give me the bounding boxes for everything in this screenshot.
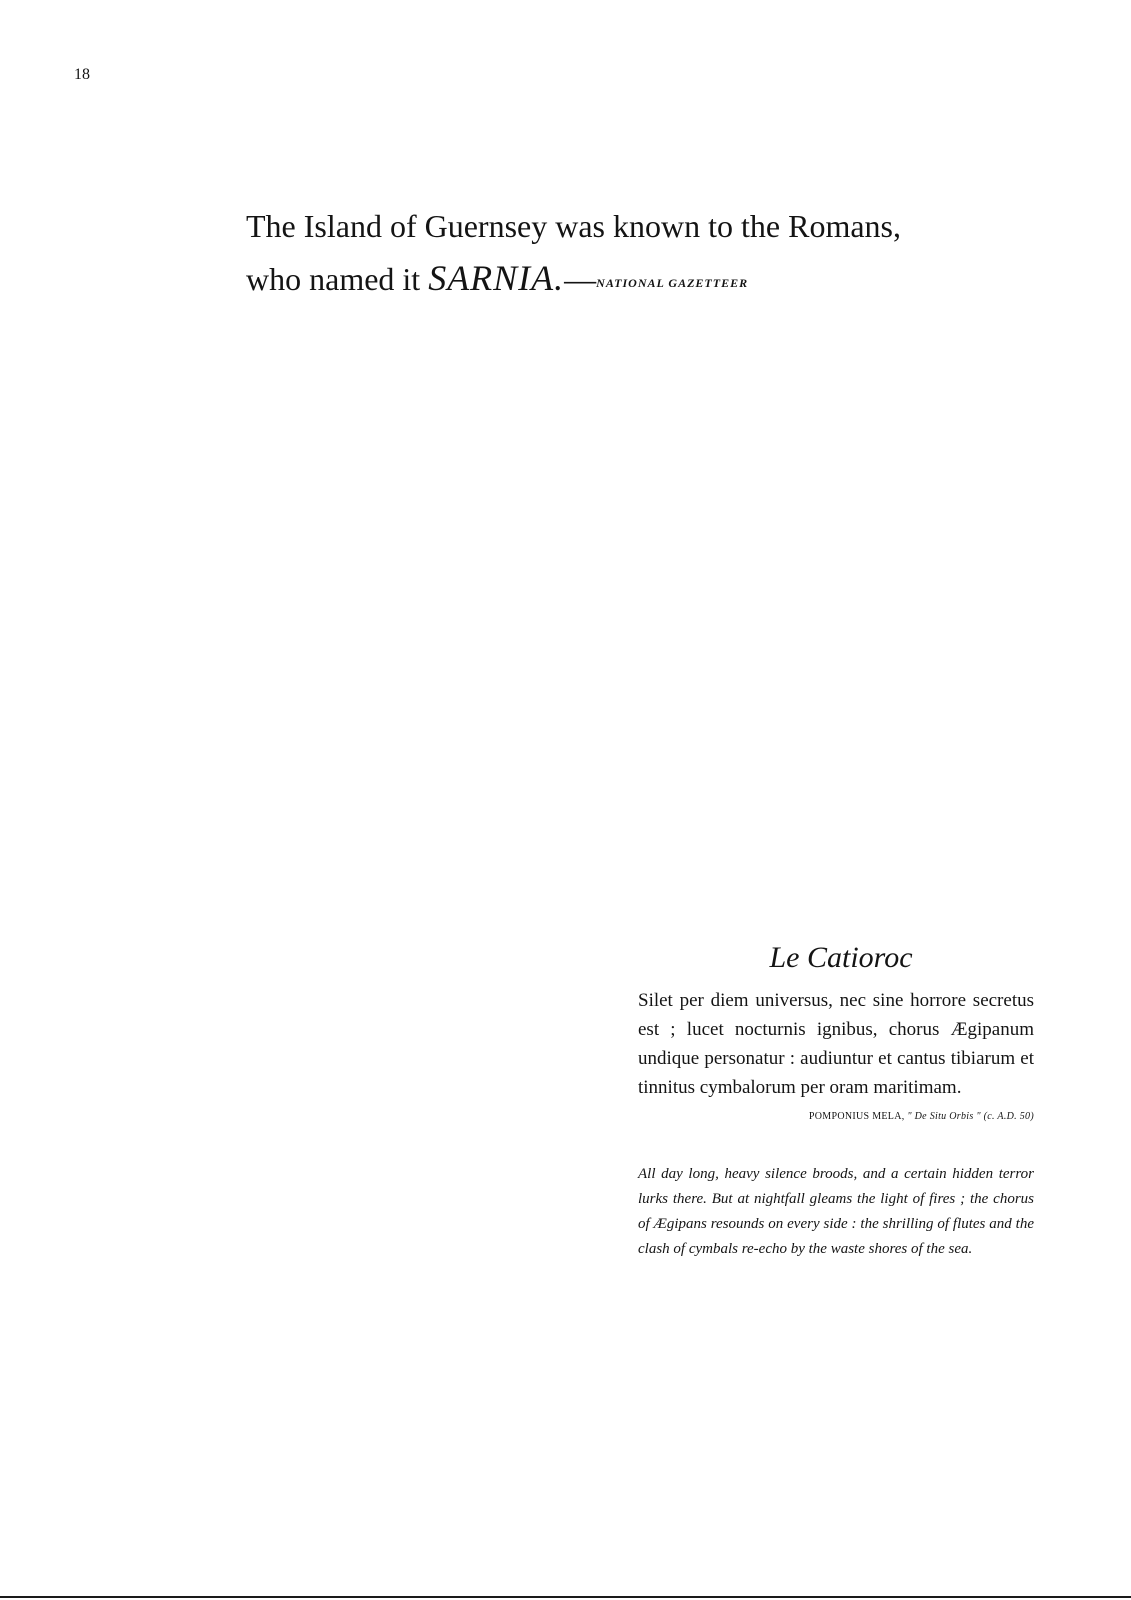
epigraph-source: NATIONAL GAZETTEER bbox=[596, 276, 749, 290]
attribution-author: POMPONIUS MELA, bbox=[808, 1111, 905, 1122]
epigraph bbox=[246, 200, 1026, 309]
attribution-work: " De Situ Orbis " (c. A.D. 50) bbox=[907, 1111, 1034, 1122]
epigraph-line-2 bbox=[246, 252, 1026, 309]
epigraph-dash: — bbox=[564, 261, 597, 297]
page-number: 18 bbox=[74, 66, 90, 83]
latin-quote: Silet per diem universus, nec sine horrore secretus est ; lucet nocturnis ignibus, chorus Ægipanum undique personatur : audiuntur et cantus tibiarum et tinnitus cymbalorum per oram maritimam. bbox=[638, 990, 1034, 1098]
english-translation: All day long, heavy silence broods, and a certain hidden terror lurks there. But at nightfall gleams the light of fires ; the chorus of Ægipans resounds on every side : the shrilling of flutes and the clash of cymbals re-echo by the waste shores of the sea. bbox=[638, 1166, 1034, 1257]
epigraph-line-2-prefix: who named it bbox=[246, 261, 429, 297]
epigraph-line-1: The Island of Guernsey was known to the Romans, bbox=[246, 208, 901, 244]
attribution bbox=[638, 1108, 1034, 1126]
section-title: Le Catioroc bbox=[769, 941, 913, 974]
bottom-rule bbox=[0, 1596, 1131, 1598]
latin-block bbox=[638, 940, 1034, 1277]
sarnia-name: SARNIA. bbox=[428, 258, 565, 298]
